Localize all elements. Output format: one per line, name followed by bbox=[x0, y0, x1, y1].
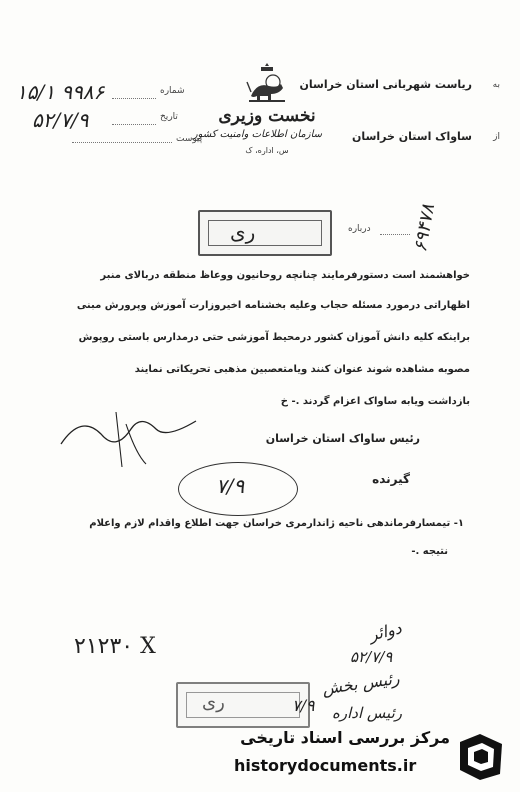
recipient-item-continued: نتیجه .- bbox=[411, 546, 448, 557]
subject-label: درباره bbox=[348, 224, 371, 234]
body-line: مصوبه مشاهده شوند عنوان کنند ویامتعصبین مذهبی تحریکاتی نمایند bbox=[134, 364, 470, 375]
to-value: ریاست شهربانی استان خراسان bbox=[299, 78, 472, 91]
body-line: بازداشت ویابه ساواک اعزام گردند .- خ bbox=[280, 396, 470, 407]
footer-title: مرکز بررسی اسناد تاریخی bbox=[240, 728, 450, 747]
note-line-2: ۵۲/۷/۹ bbox=[350, 648, 393, 666]
date-value: ۵۲/۷/۹ bbox=[32, 108, 89, 132]
recipients-heading: گیرنده bbox=[372, 472, 410, 486]
note-line-4: رئیس اداره bbox=[332, 704, 402, 722]
footer-site: historydocuments.ir bbox=[234, 756, 417, 775]
signature-scribble bbox=[56, 404, 206, 474]
footer-watermark bbox=[230, 728, 510, 784]
bottom-stamp-text: ری bbox=[202, 692, 225, 713]
bottom-stamp bbox=[176, 682, 310, 728]
document-center-logo bbox=[456, 730, 506, 780]
subject-stamp-text: ری bbox=[230, 220, 256, 244]
date-row bbox=[12, 108, 178, 134]
note-line-1: دوائر bbox=[367, 618, 404, 645]
number-row bbox=[12, 80, 185, 106]
note-line-3: رئیس بخش bbox=[321, 668, 401, 699]
attachment-row bbox=[12, 132, 203, 152]
organization-title: سازمان اطلاعات وامنیت کشور bbox=[192, 129, 322, 140]
body-line: خواهشمند است دستورفرمایند چنانچه روحانیون ووعاظ منطقه دربالای منبر bbox=[100, 270, 470, 281]
number-label: شماره bbox=[160, 86, 185, 96]
body-line: براینکه کلیه دانش آموزان کشور درمحیط آموزشی حتی درمدارس باستی روپوش bbox=[78, 332, 470, 343]
bottom-mark: ۷/۹ bbox=[292, 696, 315, 715]
circled-note-text: ۷/۹ bbox=[216, 474, 245, 498]
date-label: تاریخ bbox=[160, 112, 178, 122]
to-prefix: به bbox=[492, 80, 500, 90]
from-prefix: از bbox=[493, 132, 500, 142]
side-note: ۶۹۴۷۸ bbox=[410, 202, 440, 254]
signature-title: رئیس ساواک استان خراسان bbox=[265, 432, 420, 445]
recipient-item: ۱- تیمسارفرماندهی ناحیه ژاندارمری خراسان جهت اطلاع واقدام لازم واعلام bbox=[89, 518, 464, 529]
attachment-label: پیوست bbox=[176, 134, 203, 144]
lion-and-sun-emblem bbox=[243, 62, 291, 104]
ministry-title: نخست وزیری bbox=[218, 106, 316, 126]
department-code: س، اداره، ک bbox=[245, 146, 289, 155]
subject-stamp bbox=[198, 210, 332, 256]
body-line: اظهاراتی درمورد مسئله حجاب وعلیه بخشنامه اخیروزارت آموزش وپرورش مبنی bbox=[76, 300, 470, 311]
number-value: ۱۵/۱ ۹۹۸۶ bbox=[16, 80, 105, 104]
left-handwritten-number: ۲۱۲۳۰ X bbox=[74, 634, 156, 659]
from-value: ساواک استان خراسان bbox=[352, 130, 472, 143]
